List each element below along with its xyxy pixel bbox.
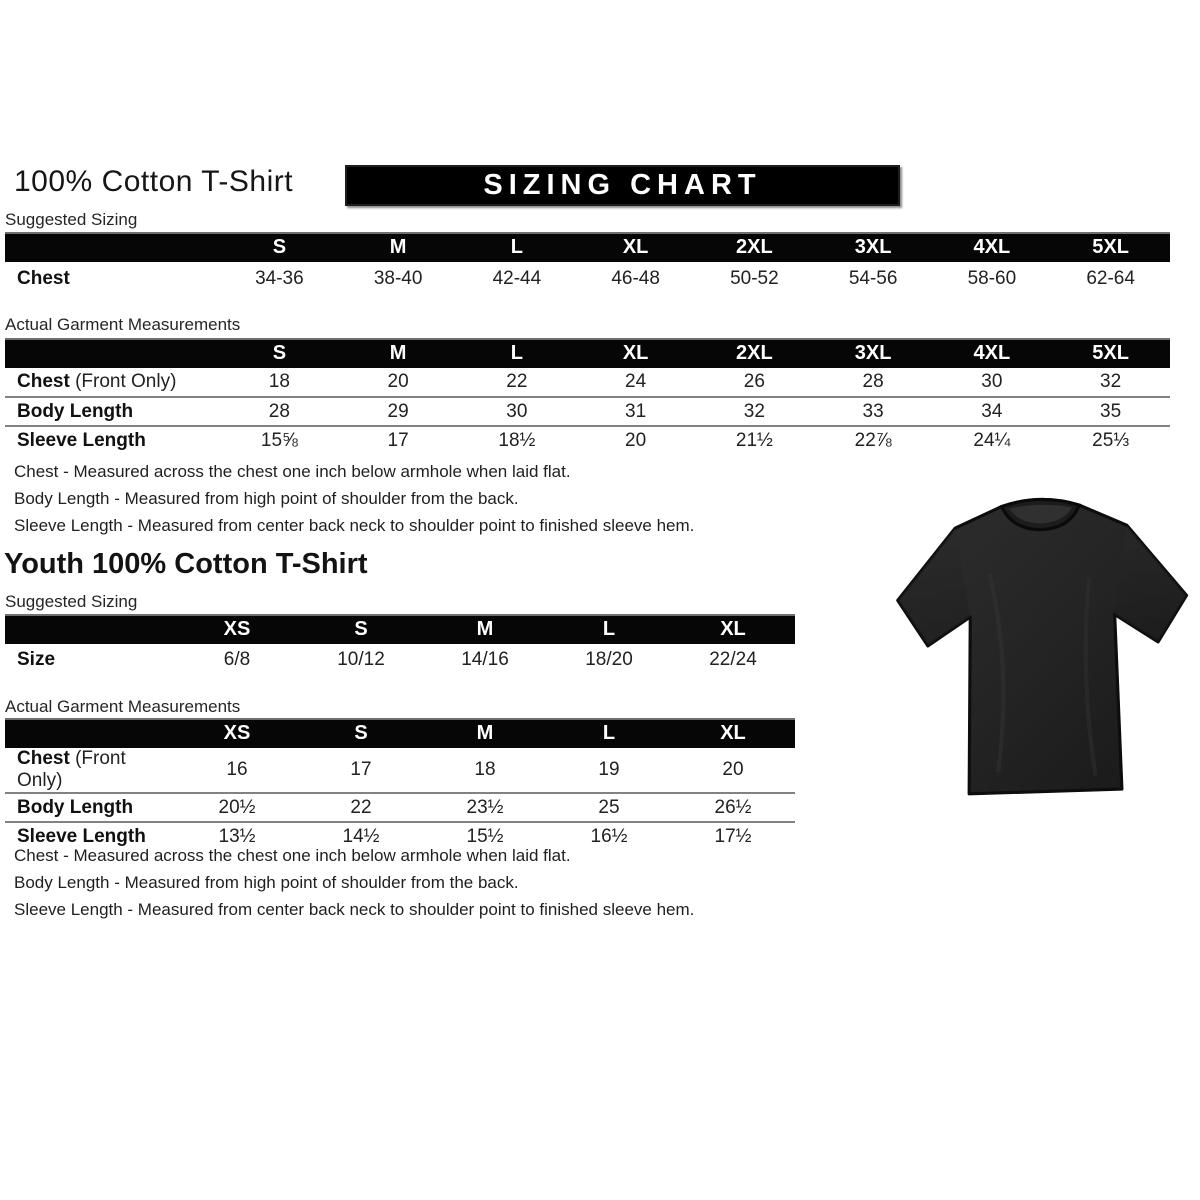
table-row [5,262,1170,295]
note-body-length: Body Length - Measured from high point of shoulder from the back. [14,489,519,508]
size-col-header: L [458,339,577,368]
header-cell [5,233,220,262]
value-cell: 22/24 [709,648,757,670]
size-col-header: M [423,615,547,644]
youth-actual-measurements-label: Actual Garment Measurements [5,697,241,716]
row-label-cell [5,793,175,822]
sizing-chart-banner [345,165,900,206]
row-label-cell [5,644,175,675]
value-cell: 22 [458,368,577,397]
size-col-header: XL [576,339,695,368]
row-label-cell [5,426,220,455]
size-col-header: 4XL [933,233,1052,262]
value-cell: 26 [695,368,814,397]
value-cell: 54-56 [848,267,898,289]
size-col-header: L [547,719,671,748]
header-cell [5,615,175,644]
table-row-body-length [5,793,795,822]
size-col-header: 2XL [695,233,814,262]
note-body-length: Body Length - Measured from high point of shoulder from the back. [14,873,519,892]
value-cell: 38-40 [373,267,423,289]
black-tshirt-photo [883,475,1200,816]
value-cell: 34 [933,397,1052,426]
value-cell: 18½ [498,430,536,451]
size-col-header: S [220,339,339,368]
size-col-header: S [299,615,423,644]
value-cell: 20½ [175,793,299,822]
size-col-header: 4XL [933,339,1052,368]
row-label: Sleeve Length [17,430,146,451]
value-cell: 20 [339,368,458,397]
size-col-header: L [458,233,577,262]
row-label-cell [5,397,220,426]
value-cell: 20 [625,430,647,451]
value-cell: 46-48 [611,267,660,289]
value-cell: 18 [220,368,339,397]
value-cell: 33 [814,397,933,426]
value-cell: 24 [576,368,695,397]
value-cell: 24¼ [973,430,1011,451]
youth-actual-measurements-table [5,718,795,851]
value-cell: 35 [1051,397,1170,426]
value-cell: 14½ [342,826,380,847]
value-cell: 26½ [671,793,795,822]
row-label: Body Length [17,400,134,422]
value-cell: 34-36 [255,267,304,289]
size-col-header: M [423,719,547,748]
table-row-chest [5,368,1170,397]
size-col-header: XS [175,615,299,644]
value-cell: 30 [933,368,1052,397]
row-label: Chest [17,748,70,769]
youth-suggested-sizing-table [5,614,795,675]
size-col-header: XS [175,719,299,748]
youth-section-title: Youth 100% Cotton T-Shirt [4,548,368,580]
size-col-header: 3XL [814,233,933,262]
value-cell: 13½ [218,826,256,847]
table-header-row [5,233,1170,262]
value-cell: 6/8 [223,648,251,670]
value-cell: 14/16 [461,648,509,670]
table-header-row [5,615,795,644]
value-cell: 20 [671,748,795,793]
value-cell: 22⅞ [854,430,892,451]
adult-suggested-sizing-table [5,232,1170,295]
tshirt-body [896,497,1190,795]
row-label-suffix: (Front Only) [69,371,177,392]
adult-actual-measurements-label: Actual Garment Measurements [5,315,241,334]
value-cell: 30 [458,397,577,426]
value-cell: 17 [387,430,409,451]
value-cell: 17 [299,748,423,793]
row-label: Chest [17,267,70,289]
value-cell: 28 [814,368,933,397]
row-label: Body Length [17,796,134,818]
size-col-header: M [339,233,458,262]
size-col-header: M [339,339,458,368]
size-col-header: L [547,615,671,644]
value-cell: 22 [299,793,423,822]
value-cell: 29 [339,397,458,426]
value-cell: 18 [423,748,547,793]
youth-suggested-sizing-label: Suggested Sizing [5,592,138,611]
value-cell: 62-64 [1086,267,1135,289]
size-col-header: 5XL [1051,233,1170,262]
table-row-sleeve-length [5,426,1170,455]
adult-measurement-notes [14,458,694,539]
value-cell: 42-44 [492,267,542,289]
size-col-header: 5XL [1051,339,1170,368]
note-sleeve-length: Sleeve Length - Measured from center back neck to shoulder point to finished sleeve hem. [14,516,695,535]
row-label: Sleeve Length [17,826,146,847]
value-cell: 17½ [714,826,752,847]
adult-suggested-sizing-label: Suggested Sizing [5,210,138,229]
value-cell: 21½ [735,430,773,451]
row-label: Chest [17,371,70,392]
value-cell: 15⅝ [260,430,298,451]
value-cell: 10/12 [337,648,385,670]
note-sleeve-length: Sleeve Length - Measured from center back neck to shoulder point to finished sleeve hem. [14,900,695,919]
row-label-cell [5,368,220,397]
youth-measurement-notes [14,842,694,923]
value-cell: 25 [547,793,671,822]
header-cell [5,719,175,748]
value-cell: 31 [576,397,695,426]
value-cell: 16½ [590,826,628,847]
table-row-chest [5,748,795,793]
size-col-header: XL [671,615,795,644]
value-cell: 58-60 [967,267,1017,289]
table-header-row [5,339,1170,368]
note-chest: Chest - Measured across the chest one inch below armhole when laid flat. [14,846,571,865]
size-col-header: S [220,233,339,262]
header-cell [5,339,220,368]
adult-actual-measurements-table [5,338,1170,455]
value-cell: 23½ [423,793,547,822]
row-label: Size [17,648,56,670]
page-title: 100% Cotton T-Shirt [14,165,294,198]
value-cell: 16 [175,748,299,793]
size-col-header: 3XL [814,339,933,368]
size-col-header: XL [576,233,695,262]
value-cell: 32 [1051,368,1170,397]
size-col-header: XL [671,719,795,748]
value-cell: 32 [695,397,814,426]
sizing-chart-banner-text: SIZING CHART [483,169,762,201]
value-cell: 18/20 [585,648,633,670]
row-label-cell [5,262,220,295]
row-label-suffix: (Front Only) [17,748,126,791]
table-row-size [5,644,795,675]
value-cell: 28 [220,397,339,426]
note-chest: Chest - Measured across the chest one inch below armhole when laid flat. [14,462,571,481]
value-cell: 19 [547,748,671,793]
row-label-cell [5,748,175,793]
table-header-row [5,719,795,748]
size-col-header: 2XL [695,339,814,368]
value-cell: 25⅓ [1092,430,1130,451]
value-cell: 15½ [466,826,504,847]
table-row-body-length [5,397,1170,426]
size-col-header: S [299,719,423,748]
value-cell: 50-52 [730,267,779,289]
